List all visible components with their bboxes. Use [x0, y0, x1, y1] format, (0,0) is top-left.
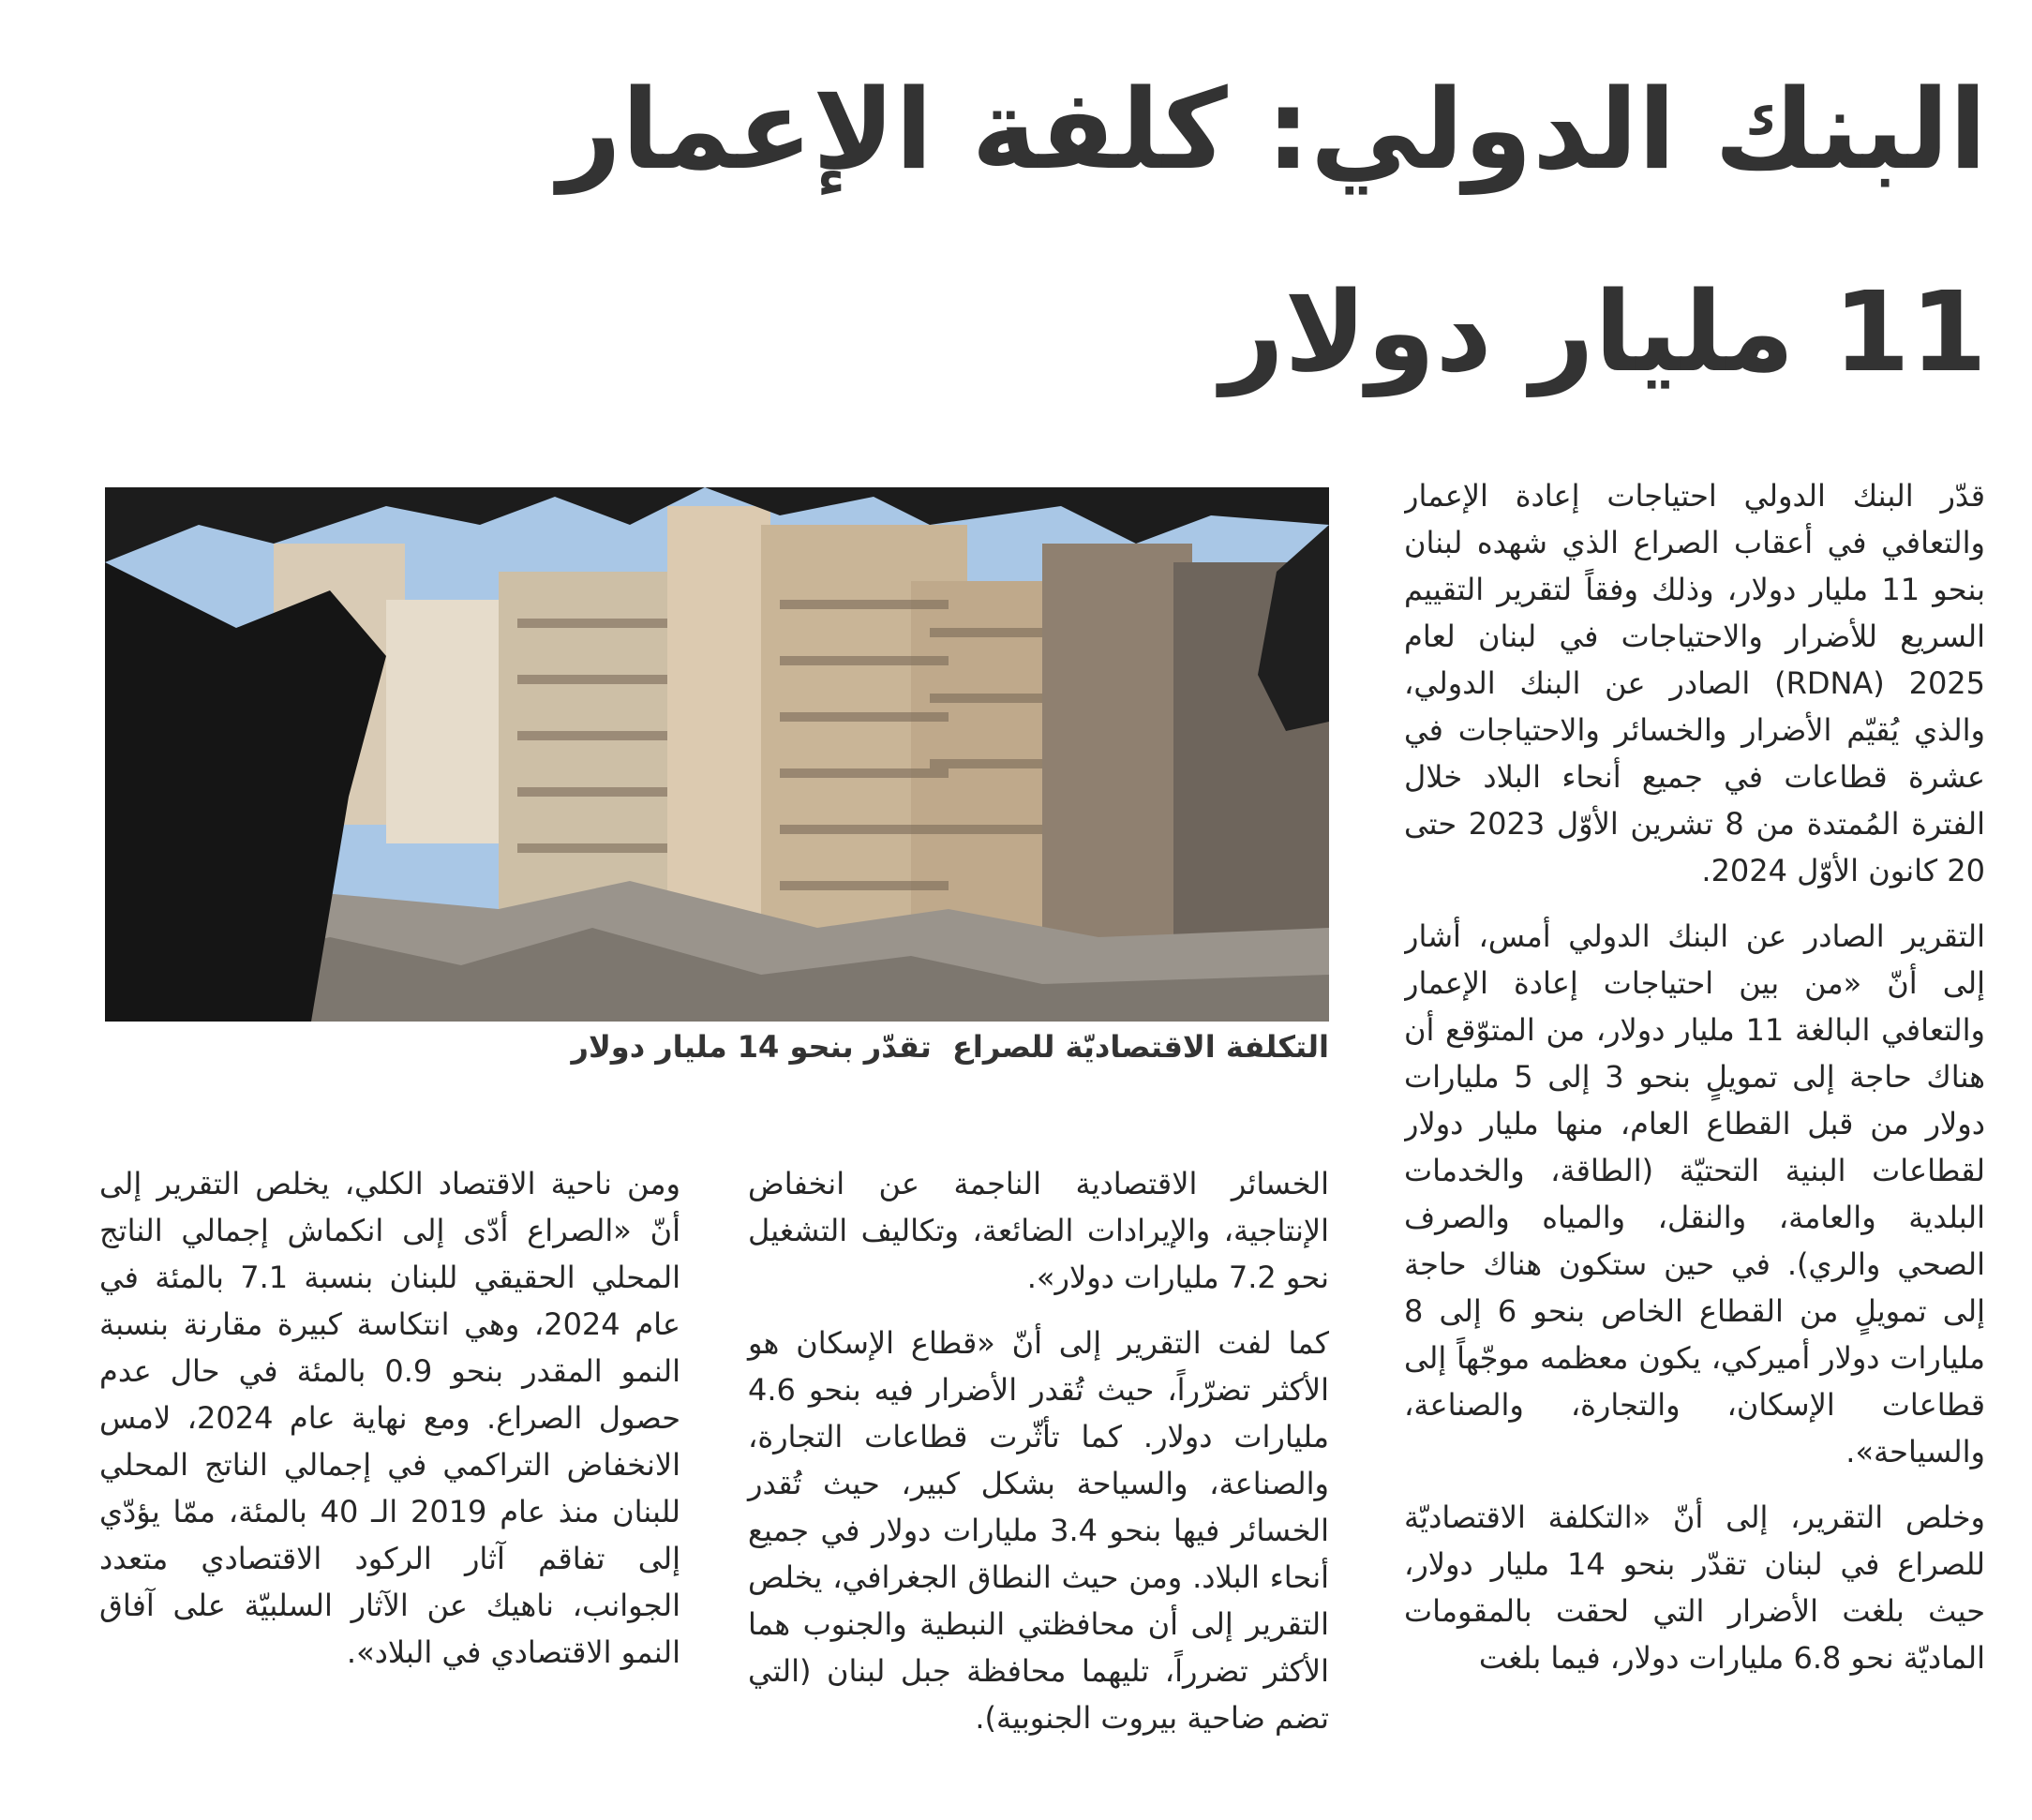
headline-line-2: 11 مليار دولار: [1220, 267, 1987, 396]
photo-caption: التكلفة الاقتصاديّة للصراع تقدّر بنحو 14 مليار دولار: [571, 1029, 1329, 1065]
headline-line-1: البنك الدولي: كلفة الإعمار: [558, 65, 1987, 194]
paragraph: التقرير الصادر عن البنك الدولي أمس، أشار إلى أنّ «من بين احتياجات إعادة الإعمار والتعافي البالغة 11 مليار دولار، من المتوّقع أن هناك حاجة إلى تمويلٍ بنحو 3 إلى 5 مليارات دولار من قبل القطاع العام، منها مليار دولار لقطاعات البنية التحتيّة (الطاقة، والخدمات البلدية والعامة، والنقل، والمياه والصرف الصحي والري). في حين ستكون هناك حاجة إلى تمويلٍ من القطاع الخاص بنحو 6 إلى 8 مليارات دولار أميركي، يكون معظمه موجّهاً إلى قطاعات الإسكان، والتجارة، والصناعة، والسياحة».: [1404, 918, 1985, 1469]
article-column-left: [99, 1160, 680, 1694]
article-column-right: [1404, 472, 1985, 1775]
article-column-middle: [748, 1160, 1329, 1760]
paragraph: وخلص التقرير، إلى أنّ «التكلفة الاقتصاديّة للصراع في لبنان تقدّر بنحو 14 مليار دولار، حيث بلغت الأضرار التي لحقت بالمقومات الماديّة نحو 6.8 مليارات دولار، فيما بلغت: [1404, 1499, 1985, 1676]
article-photo: [105, 487, 1329, 1022]
paragraph: قدّر البنك الدولي احتياجات إعادة الإعمار والتعافي في أعقاب الصراع الذي شهده لبنان بنحو 11 مليار دولار، وذلك وفقاً لتقرير التقييم السريع للأضرار والاحتياجات في لبنان لعام 2025 (RDNA) الصادر عن البنك الدولي، والذي يُقيّم الأضرار والخسائر والاحتياجات في عشرة قطاعات في جميع أنحاء البلاد خلال الفترة المُمتدة من 8 تشرين الأوّل 2023 حتى 20 كانون الأوّل 2024.: [1404, 478, 1985, 888]
paragraph: الخسائر الاقتصادية الناجمة عن انخفاض الإنتاجية، والإيرادات الضائعة، وتكاليف التشغيل نحو 7.2 مليارات دولار».: [748, 1166, 1329, 1295]
paragraph: كما لفت التقرير إلى أنّ «قطاع الإسكان هو الأكثر تضرّراً، حيث تُقدر الأضرار فيه بنحو 4.6 مليارات دولار. كما تأثّرت قطاعات التجارة، والصناعة، والسياحة بشكل كبير، حيث تُقدر الخسائر فيها بنحو 3.4 مليارات دولار في جميع أنحاء البلاد. ومن حيث النطاق الجغرافي، يخلص التقرير إلى أن محافظتي النبطية والجنوب هما الأكثر تضرراً، تليهما محافظة جبل لبنان (التي تضم ضاحية بيروت الجنوبية).: [748, 1325, 1330, 1736]
headline: [112, 28, 1987, 433]
paragraph: ومن ناحية الاقتصاد الكلي، يخلص التقرير إلى أنّ «الصراع أدّى إلى انكماش إجمالي الناتج المحلي الحقيقي للبنان بنسبة 7.1 بالمئة في عام 2024، وهي انتكاسة كبيرة مقارنة بنسبة النمو المقدر بنحو 0.9 بالمئة في حال عدم حصول الصراع. ومع نهاية عام 2024، لامس الانخفاض التراكمي في إجمالي الناتج المحلي للبنان منذ عام 2019 الـ 40 بالمئة، ممّا يؤدّي إلى تفاقم آثار الركود الاقتصادي متعدد الجوانب، ناهيك عن الآثار السلبيّة على آفاق النمو الاقتصادي في البلاد».: [99, 1166, 681, 1670]
